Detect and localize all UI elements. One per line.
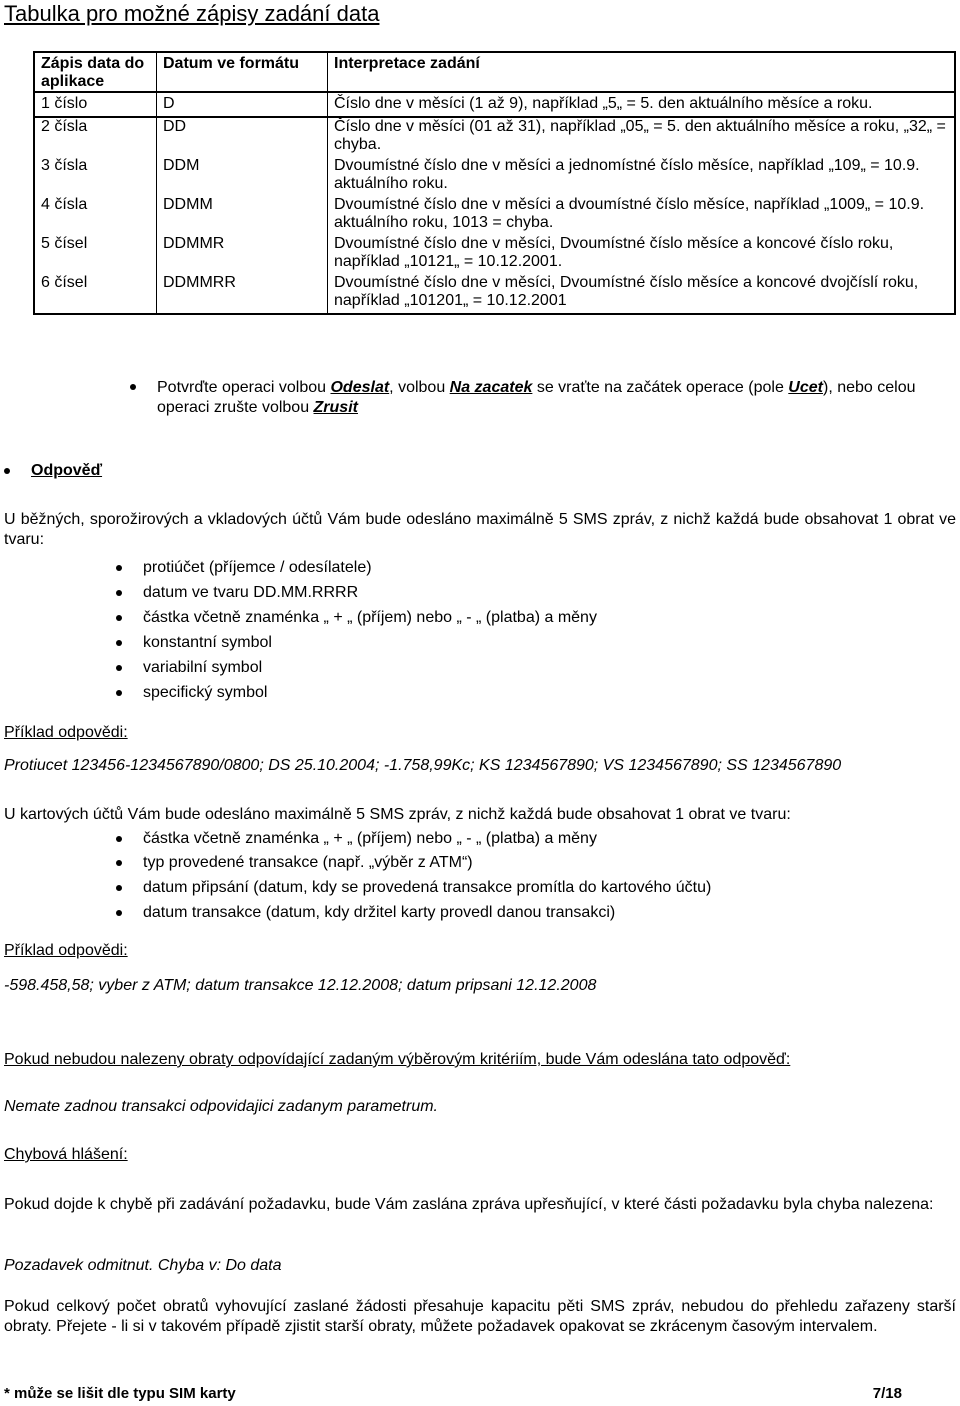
table-row bbox=[34, 274, 955, 314]
table-cell: Dvoumístné číslo dne v měsíci, Dvoumístné číslo měsíce a koncové číslo roku, například „10121„ = 10.12.2001. bbox=[328, 235, 956, 274]
bullet-icon bbox=[116, 910, 122, 916]
bullet-icon bbox=[130, 384, 136, 390]
table-cell: 1 číslo bbox=[34, 92, 157, 117]
confirm-text: ), nebo celou operaci zrušte volbou bbox=[157, 379, 916, 416]
list-item: datum ve tvaru DD.MM.RRRR bbox=[143, 584, 359, 601]
page-number: 7/18 bbox=[872, 1385, 902, 1402]
column-header: Datum ve formátu bbox=[157, 52, 328, 92]
table-cell: Číslo dne v měsíci (01 až 31), například „05„ = 5. den aktuálního měsíce a roku, „32„ = chyba. bbox=[328, 117, 956, 157]
confirm-text: Potvrďte operaci volbou bbox=[157, 379, 331, 396]
table-cell: 5 čísel bbox=[34, 235, 157, 274]
table-header-row bbox=[34, 52, 955, 92]
footer-note: * může se lišit dle typu SIM karty bbox=[4, 1385, 236, 1402]
table-row bbox=[34, 92, 955, 117]
list-item: konstantní symbol bbox=[143, 634, 272, 651]
confirm-text: se vraťte na začátek operace (pole bbox=[532, 379, 789, 396]
example-response: -598.458,58; vyber z ATM; datum transakce 12.12.2008; datum pripsani 12.12.2008 bbox=[4, 977, 597, 994]
bullet-icon bbox=[116, 615, 122, 621]
confirm-keyword-send: Odeslat bbox=[330, 379, 390, 396]
bullet-icon bbox=[116, 665, 122, 671]
bullet-icon bbox=[116, 836, 122, 842]
error-message: Pozadavek odmitnut. Chyba v: Do data bbox=[4, 1257, 282, 1274]
table-row bbox=[34, 117, 955, 157]
list-item: variabilní symbol bbox=[143, 659, 263, 676]
list-item: datum transakce (datum, kdy držitel karty provedl danou transakci) bbox=[143, 904, 616, 921]
table-cell: 4 čísla bbox=[34, 196, 157, 235]
table-cell: 6 čísel bbox=[34, 274, 157, 314]
bullet-icon bbox=[116, 690, 122, 696]
confirm-keyword-account: Ucet bbox=[788, 379, 823, 396]
column-header: Interpretace zadání bbox=[328, 52, 956, 92]
list-item: částka včetně znaménka „ + „ (příjem) nebo „ - „ (platba) a měny bbox=[143, 830, 597, 847]
not-found-message: Nemate zadnou transakci odpovidajici zadanym parametrum. bbox=[4, 1098, 438, 1115]
bullet-icon bbox=[116, 565, 122, 571]
list-item: typ provedené transakce (např. „výběr z ATM“) bbox=[143, 854, 473, 871]
confirm-instruction bbox=[157, 378, 957, 418]
table-cell: DDMMRR bbox=[157, 274, 328, 314]
example-label: Příklad odpovědi: bbox=[4, 724, 128, 741]
table-cell: DDMMR bbox=[157, 235, 328, 274]
table-row bbox=[34, 196, 955, 235]
error-heading: Chybová hlášení: bbox=[4, 1146, 128, 1163]
bullet-icon bbox=[116, 640, 122, 646]
example-response: Protiucet 123456-1234567890/0800; DS 25.10.2004; -1.758,99Kc; KS 1234567890; VS 1234567890; SS 1234567890 bbox=[4, 757, 842, 774]
table-row bbox=[34, 157, 955, 196]
card-accounts-intro: U kartových účtů Vám bude odesláno maximálně 5 SMS zpráv, z nichž každá bude obsahovat 1 obrat ve tvaru: bbox=[4, 806, 791, 823]
page-footer bbox=[4, 1385, 956, 1403]
table-row bbox=[34, 235, 955, 274]
table-cell: 2 čísla bbox=[34, 117, 157, 157]
not-found-heading: Pokud nebudou nalezeny obraty odpovídající zadaným výběrovým kritériím, bude Vám odeslána tato odpověď: bbox=[4, 1051, 791, 1068]
table-cell: DDM bbox=[157, 157, 328, 196]
table-cell: 3 čísla bbox=[34, 157, 157, 196]
table-cell: DD bbox=[157, 117, 328, 157]
table-cell: Dvoumístné číslo dne v měsíci a dvoumístné číslo měsíce, například „1009„ = 10.9. aktuálního roku, 1013 = chyba. bbox=[328, 196, 956, 235]
column-header: Zápis data do aplikace bbox=[34, 52, 157, 92]
table-cell: Dvoumístné číslo dne v měsíci a jednomístné číslo měsíce, například „109„ = 10.9. aktuálního roku. bbox=[328, 157, 956, 196]
list-item: protiúčet (příjemce / odesílatele) bbox=[143, 559, 372, 576]
list-item: datum připsání (datum, kdy se provedená transakce promítla do kartového účtu) bbox=[143, 879, 712, 896]
page-title: Tabulka pro možné zápisy zadání data bbox=[4, 1, 380, 26]
bullet-icon bbox=[116, 860, 122, 866]
confirm-keyword-cancel: Zrusit bbox=[313, 399, 358, 416]
bullet-icon bbox=[4, 468, 10, 474]
table-cell: Číslo dne v měsíci (1 až 9), například „5„ = 5. den aktuálního měsíce a roku. bbox=[328, 92, 956, 117]
answer-heading: Odpověď bbox=[31, 462, 103, 479]
confirm-text: , volbou bbox=[389, 379, 450, 396]
error-text: Pokud dojde k chybě při zadávání požadavku, bude Vám zaslána zpráva upřesňující, v které části požadavku byla chyba nalezena: bbox=[4, 1196, 934, 1213]
list-item: částka včetně znaménka „ + „ (příjem) nebo „ - „ (platba) a měny bbox=[143, 609, 597, 626]
date-format-table bbox=[33, 51, 956, 315]
confirm-keyword-start: Na zacatek bbox=[449, 379, 533, 396]
bullet-icon bbox=[116, 590, 122, 596]
table-cell: D bbox=[157, 92, 328, 117]
bullet-icon bbox=[116, 885, 122, 891]
example-label: Příklad odpovědi: bbox=[4, 942, 128, 959]
list-item: specifický symbol bbox=[143, 684, 268, 701]
current-accounts-intro: U běžných, sporožirových a vkladových účtů Vám bude odesláno maximálně 5 SMS zpráv, z nichž každá bude obsahovat 1 obrat ve tvaru: bbox=[4, 511, 956, 548]
table-cell: Dvoumístné číslo dne v měsíci, Dvoumístné číslo měsíce a koncové dvojčíslí roku, například „101201„ = 10.12.2001 bbox=[328, 274, 956, 314]
table-cell: DDMM bbox=[157, 196, 328, 235]
limit-text: Pokud celkový počet obratů vyhovující zaslané žádosti přesahuje kapacitu pěti SMS zpráv, nebudou do přehledu zařazeny starší obraty. Přejete - li si v takovém případě zjistit starší obraty, můžete požadavek opakovat se zkrácenym časovým intervalem. bbox=[4, 1298, 956, 1335]
